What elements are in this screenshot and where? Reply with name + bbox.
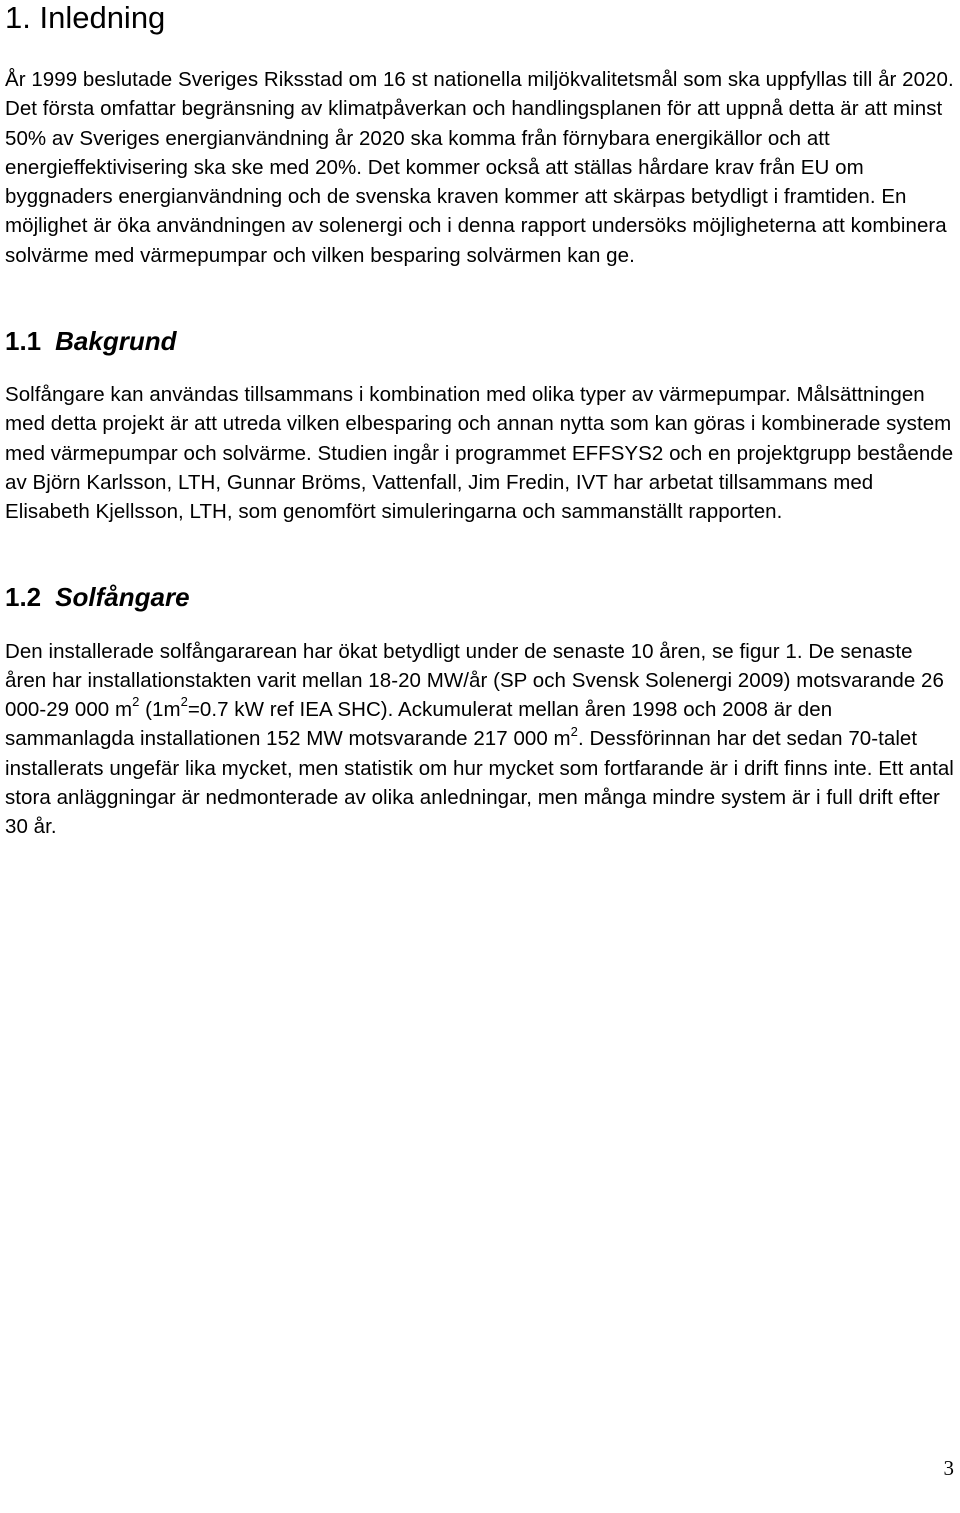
solfangare-paragraph [5, 637, 957, 842]
paragraph-text: (1m [139, 698, 181, 722]
page-number: 3 [943, 1456, 954, 1480]
paragraph-text: =0.7 kW ref IEA SHC). Ackumulerat mellan åren 1998 och 2008 är den sammanlagda installationen 152 MW motsvarande 217 000 m [5, 698, 833, 751]
superscript: 2 [570, 723, 578, 739]
section-number: 1.2 [5, 581, 42, 612]
paragraph-text: . Dessförinnan har det sedan 70-talet installerats ungefär lika mycket, men statistik om hur mycket som fortfarande är i drift finns inte. Ett antal stora anläggningar är nedmonterade av olika anledningar, men många mindre system är i full drift efter 30 år. [5, 727, 954, 839]
section-title: Solfångare [55, 581, 190, 612]
paragraph-text: Den installerade solfångararean har ökat betydligt under de senaste 10 åren, se figur 1. De senaste åren har installationstakten varit mellan 18-20 MW/år (SP och Svensk Solenergi 2009) motsvarande 26 000-29 000 m [5, 639, 944, 722]
chapter-heading: 1. Inledning [5, 0, 166, 35]
superscript: 2 [180, 694, 188, 710]
section-heading-solfangare [5, 582, 957, 612]
section-title: Bakgrund [55, 326, 177, 357]
intro-paragraph: År 1999 beslutade Sveriges Riksstad om 16 st nationella miljökvalitetsmål som ska uppfyllas till år 2020. Det första omfattar begränsning av klimatpåverkan och handlingsplanen för att uppnå detta är att minst 50% av Sveriges energianvändning år 2020 ska komma från förnybara energikällor och att energieffektivisering ska ske med 20%. Det kommer också att ställas hårdare krav från EU om byggnaders energianvändning och de svenska kraven kommer att skärpas betydligt i framtiden. En möjlighet är öka användningen av solenergi och i denna rapport undersöks möjligheterna att kombinera solvärme med värmepumpar och vilken besparing solvärmen kan ge. [5, 68, 954, 267]
section-heading-bakgrund [5, 326, 957, 356]
document-page [5, 0, 957, 842]
bakgrund-paragraph: Solfångare kan användas tillsammans i kombination med olika typer av värmepumpar. Målsättningen med detta projekt är att utreda vilken elbesparing och annan nytta som kan göras i kombinerade system med värmepumpar och solvärme. Studien ingår i programmet EFFSYS2 och en projektgrupp bestående av Björn Karlsson, LTH, Gunnar Bröms, Vattenfall, Jim Fredin, IVT har arbetat tillsammans med Elisabeth Kjellsson, LTH, som genomfört simuleringarna och sammanställt rapporten. [5, 383, 954, 524]
superscript: 2 [132, 694, 140, 710]
section-number: 1.1 [5, 326, 42, 357]
